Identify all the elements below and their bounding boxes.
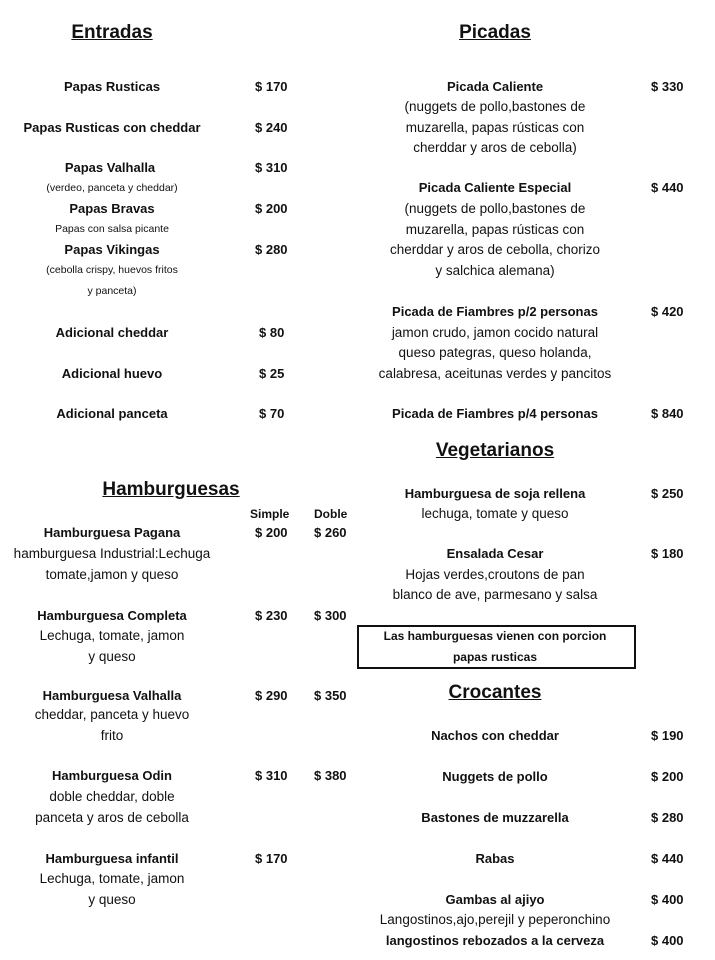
- item-desc: Hojas verdes,croutons de pan: [405, 567, 585, 582]
- item-desc: Lechuga, tomate, jamon: [39, 628, 185, 643]
- item-desc: blanco de ave, parmesano y salsa: [392, 587, 598, 602]
- price-simple: $ 230: [255, 608, 288, 623]
- item-desc: lechuga, tomate y queso: [421, 506, 569, 521]
- item-name: Papas Bravas: [69, 201, 155, 216]
- item-desc: cheddar, panceta y huevo: [34, 707, 190, 722]
- item-desc: Langostinos,ajo,perejil y peperonchino: [379, 912, 611, 927]
- item-desc: calabresa, aceitunas verdes y pancitos: [378, 366, 612, 381]
- item-price: $ 330: [651, 79, 684, 94]
- item-name: Gambas al ajiyo: [445, 892, 545, 907]
- item-price: $ 80: [259, 325, 285, 340]
- item-name: Picada de Fiambres p/4 personas: [392, 406, 598, 421]
- price-simple: $ 170: [255, 851, 288, 866]
- item-desc: doble cheddar, doble: [49, 789, 175, 804]
- item-desc: queso pategras, queso holanda,: [398, 345, 592, 360]
- item-name: Papas Rusticas con cheddar: [23, 120, 201, 135]
- item-name: Hamburguesa de soja rellena: [404, 486, 586, 501]
- item-name: Hamburguesa Pagana: [43, 525, 181, 540]
- col-doble-label: Doble: [314, 507, 348, 521]
- price-simple: $ 310: [255, 768, 288, 783]
- entradas-heading: Entradas: [71, 22, 153, 43]
- item-price: $ 200: [651, 769, 684, 784]
- item-price: $ 310: [255, 160, 288, 175]
- item-price: $ 250: [651, 486, 684, 501]
- item-name: Nachos con cheddar: [431, 728, 559, 743]
- picadas-heading: Picadas: [459, 22, 531, 43]
- item-name: Adicional huevo: [61, 366, 163, 381]
- item-desc: (cebolla crispy, huevos fritos: [46, 264, 178, 276]
- item-price: $ 70: [259, 406, 285, 421]
- item-desc: (nuggets de pollo,bastones de: [404, 99, 586, 114]
- item-price: $ 840: [651, 406, 684, 421]
- note-text: papas rusticas: [452, 650, 538, 664]
- crocantes-heading: Crocantes: [448, 682, 542, 703]
- item-price: $ 200: [255, 201, 288, 216]
- item-desc: Lechuga, tomate, jamon: [39, 871, 185, 886]
- price-simple: $ 290: [255, 688, 288, 703]
- item-price: $ 420: [651, 304, 684, 319]
- item-price: $ 280: [651, 810, 684, 825]
- item-price: $ 180: [651, 546, 684, 561]
- item-price: $ 25: [259, 366, 285, 381]
- vegetarianos-heading: Vegetarianos: [435, 440, 555, 461]
- item-name: Picada Caliente: [446, 79, 544, 94]
- note-text: Las hamburguesas vienen con porcion: [383, 629, 607, 643]
- item-desc: muzarella, papas rústicas con: [405, 120, 585, 135]
- item-name: Nuggets de pollo: [442, 769, 548, 784]
- item-desc: jamon crudo, jamon cocido natural: [391, 325, 599, 340]
- item-desc: panceta y aros de cebolla: [35, 810, 189, 825]
- item-desc: frito: [100, 728, 124, 743]
- item-price: $ 400: [651, 892, 684, 907]
- item-name: Picada de Fiambres p/2 personas: [392, 304, 598, 319]
- item-desc: y salchica alemana): [435, 263, 555, 278]
- item-name: Ensalada Cesar: [446, 546, 544, 561]
- item-desc: cherddar y aros de cebolla): [413, 140, 577, 155]
- item-price: $ 440: [651, 180, 684, 195]
- hamburguesas-heading: Hamburguesas: [102, 479, 240, 500]
- item-name: Papas Vikingas: [64, 242, 160, 257]
- item-price: $ 440: [651, 851, 684, 866]
- price-doble: $ 350: [314, 688, 347, 703]
- item-desc: (nuggets de pollo,bastones de: [404, 201, 586, 216]
- item-desc: cherddar y aros de cebolla, chorizo: [389, 242, 601, 257]
- item-name: Papas Valhalla: [64, 160, 156, 175]
- item-desc: tomate,jamon y queso: [45, 567, 179, 582]
- item-desc: muzarella, papas rústicas con: [405, 222, 585, 237]
- price-doble: $ 260: [314, 525, 347, 540]
- item-desc: y queso: [88, 649, 136, 664]
- item-desc: hamburguesa Industrial:Lechuga: [13, 546, 211, 561]
- item-price: $ 400: [651, 933, 684, 948]
- item-name: Picada Caliente Especial: [418, 180, 572, 195]
- col-simple-label: Simple: [250, 507, 290, 521]
- item-price: $ 170: [255, 79, 288, 94]
- item-name: Rabas: [475, 851, 515, 866]
- item-name: Adicional panceta: [56, 406, 168, 421]
- price-doble: $ 380: [314, 768, 347, 783]
- item-desc: (verdeo, panceta y cheddar): [46, 182, 178, 194]
- item-name: Papas Rusticas: [63, 79, 161, 94]
- item-name: Hamburguesa Completa: [37, 608, 187, 623]
- item-name: Adicional cheddar: [55, 325, 169, 340]
- item-name: Bastones de muzzarella: [421, 810, 569, 825]
- item-name: Hamburguesa infantil: [45, 851, 179, 866]
- item-desc: Papas con salsa picante: [55, 223, 169, 235]
- price-simple: $ 200: [255, 525, 288, 540]
- item-name: Hamburguesa Odin: [52, 768, 172, 783]
- item-name: Hamburguesa Valhalla: [42, 688, 182, 703]
- item-price: $ 190: [651, 728, 684, 743]
- item-desc: y queso: [88, 892, 136, 907]
- item-name: langostinos rebozados a la cerveza: [385, 933, 605, 948]
- price-doble: $ 300: [314, 608, 347, 623]
- item-desc: y panceta): [87, 285, 137, 297]
- item-price: $ 240: [255, 120, 288, 135]
- item-price: $ 280: [255, 242, 288, 257]
